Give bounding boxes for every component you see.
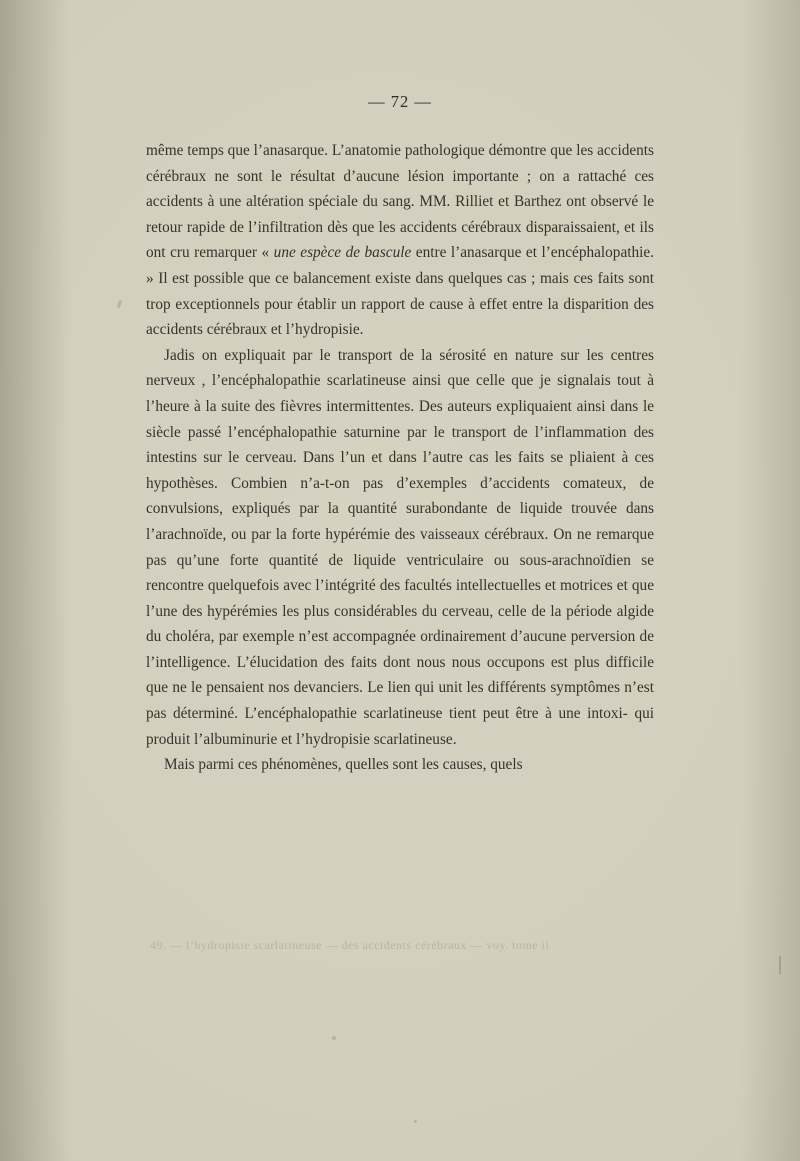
paragraph-3-run-1: Mais parmi ces phénomènes, quelles sont les causes, quels	[164, 756, 523, 774]
paragraph-1	[146, 138, 654, 343]
paper-speck	[414, 1120, 417, 1123]
paragraph-2-run-1: Jadis on expliquait par le transport de la sérosité en nature sur les centres nerveux , l’encéphalopathie scarlatineuse ainsi que celle que je signalais tout à l’heure à la suite des fièvres intermittentes. Des auteurs expliquaient ainsi dans le siècle passé l’encéphalopathie saturnine par le transport de l’inflammation des intestins sur le cerveau. Dans l’un et dans l’autre cas les faits se pliaient à ces hypothèses. Combien n’a-t-on pas d’exemples d’accidents comateux, de convulsions, expliqués par la quantité surabondante de liquide trouvée dans l’arachnoïde, ou par la forte hypérémie des vaisseaux cérébraux. On ne remarque pas qu’une forte quantité de liquide ventriculaire ou sous-arachnoïdien se rencontre quelquefois avec l’intégrité des facultés intellectuelles et motrices et que l’une des hypérémies les plus considérables du cerveau, celle de la période algide du choléra, par exemple n’est accompagnée ordinairement d’aucune perversion de l’intelligence. L’élucidation des faits dont nous nous occupons est plus difficile que ne le pensaient nos devanciers. Le lien qui unit les différents symptômes n’est pas déterminé. L’encéphalopathie scarlatineuse tient peut être à une intoxi- qui produit l’albuminurie et l’hydropisie scarlatineuse.	[146, 346, 654, 748]
paragraph-2	[146, 343, 654, 753]
page-text-block	[146, 92, 654, 778]
paragraph-1-run-2-italic: une espèce de bascule	[273, 244, 412, 262]
page-number: — 72 —	[368, 92, 432, 111]
paper-speck	[117, 300, 122, 309]
show-through-text: 49. — l’hydropisie scarlatineuse — des accidents cérébraux — voy. tome ii	[150, 938, 550, 952]
paragraph-1-run-1: même temps que l’anasarque. L’anatomie pathologique démontre que les accidents cérébraux ne sont le résultat d’aucune lésion importante ; on a rattaché ces accidents à une altération spéciale du sang. MM. Rilliet et Barthez ont observé le retour rapide de l’infiltration dès que les accidents cérébraux disparaissaient, et ils ont cru remarquer «	[146, 142, 654, 262]
paragraph-1-run-3: entre l’anasarque et l’encéphalopathie. » Il est possible que ce balancement existe dans quelques cas ; mais ces faits sont trop exceptionnels pour établir un rapport de cause à effet entre la disparition des accidents cérébraux et l’hydropisie.	[146, 244, 655, 339]
paper-tickmark	[779, 956, 781, 974]
paragraph-3	[146, 752, 654, 778]
paper-speck	[332, 1036, 336, 1040]
